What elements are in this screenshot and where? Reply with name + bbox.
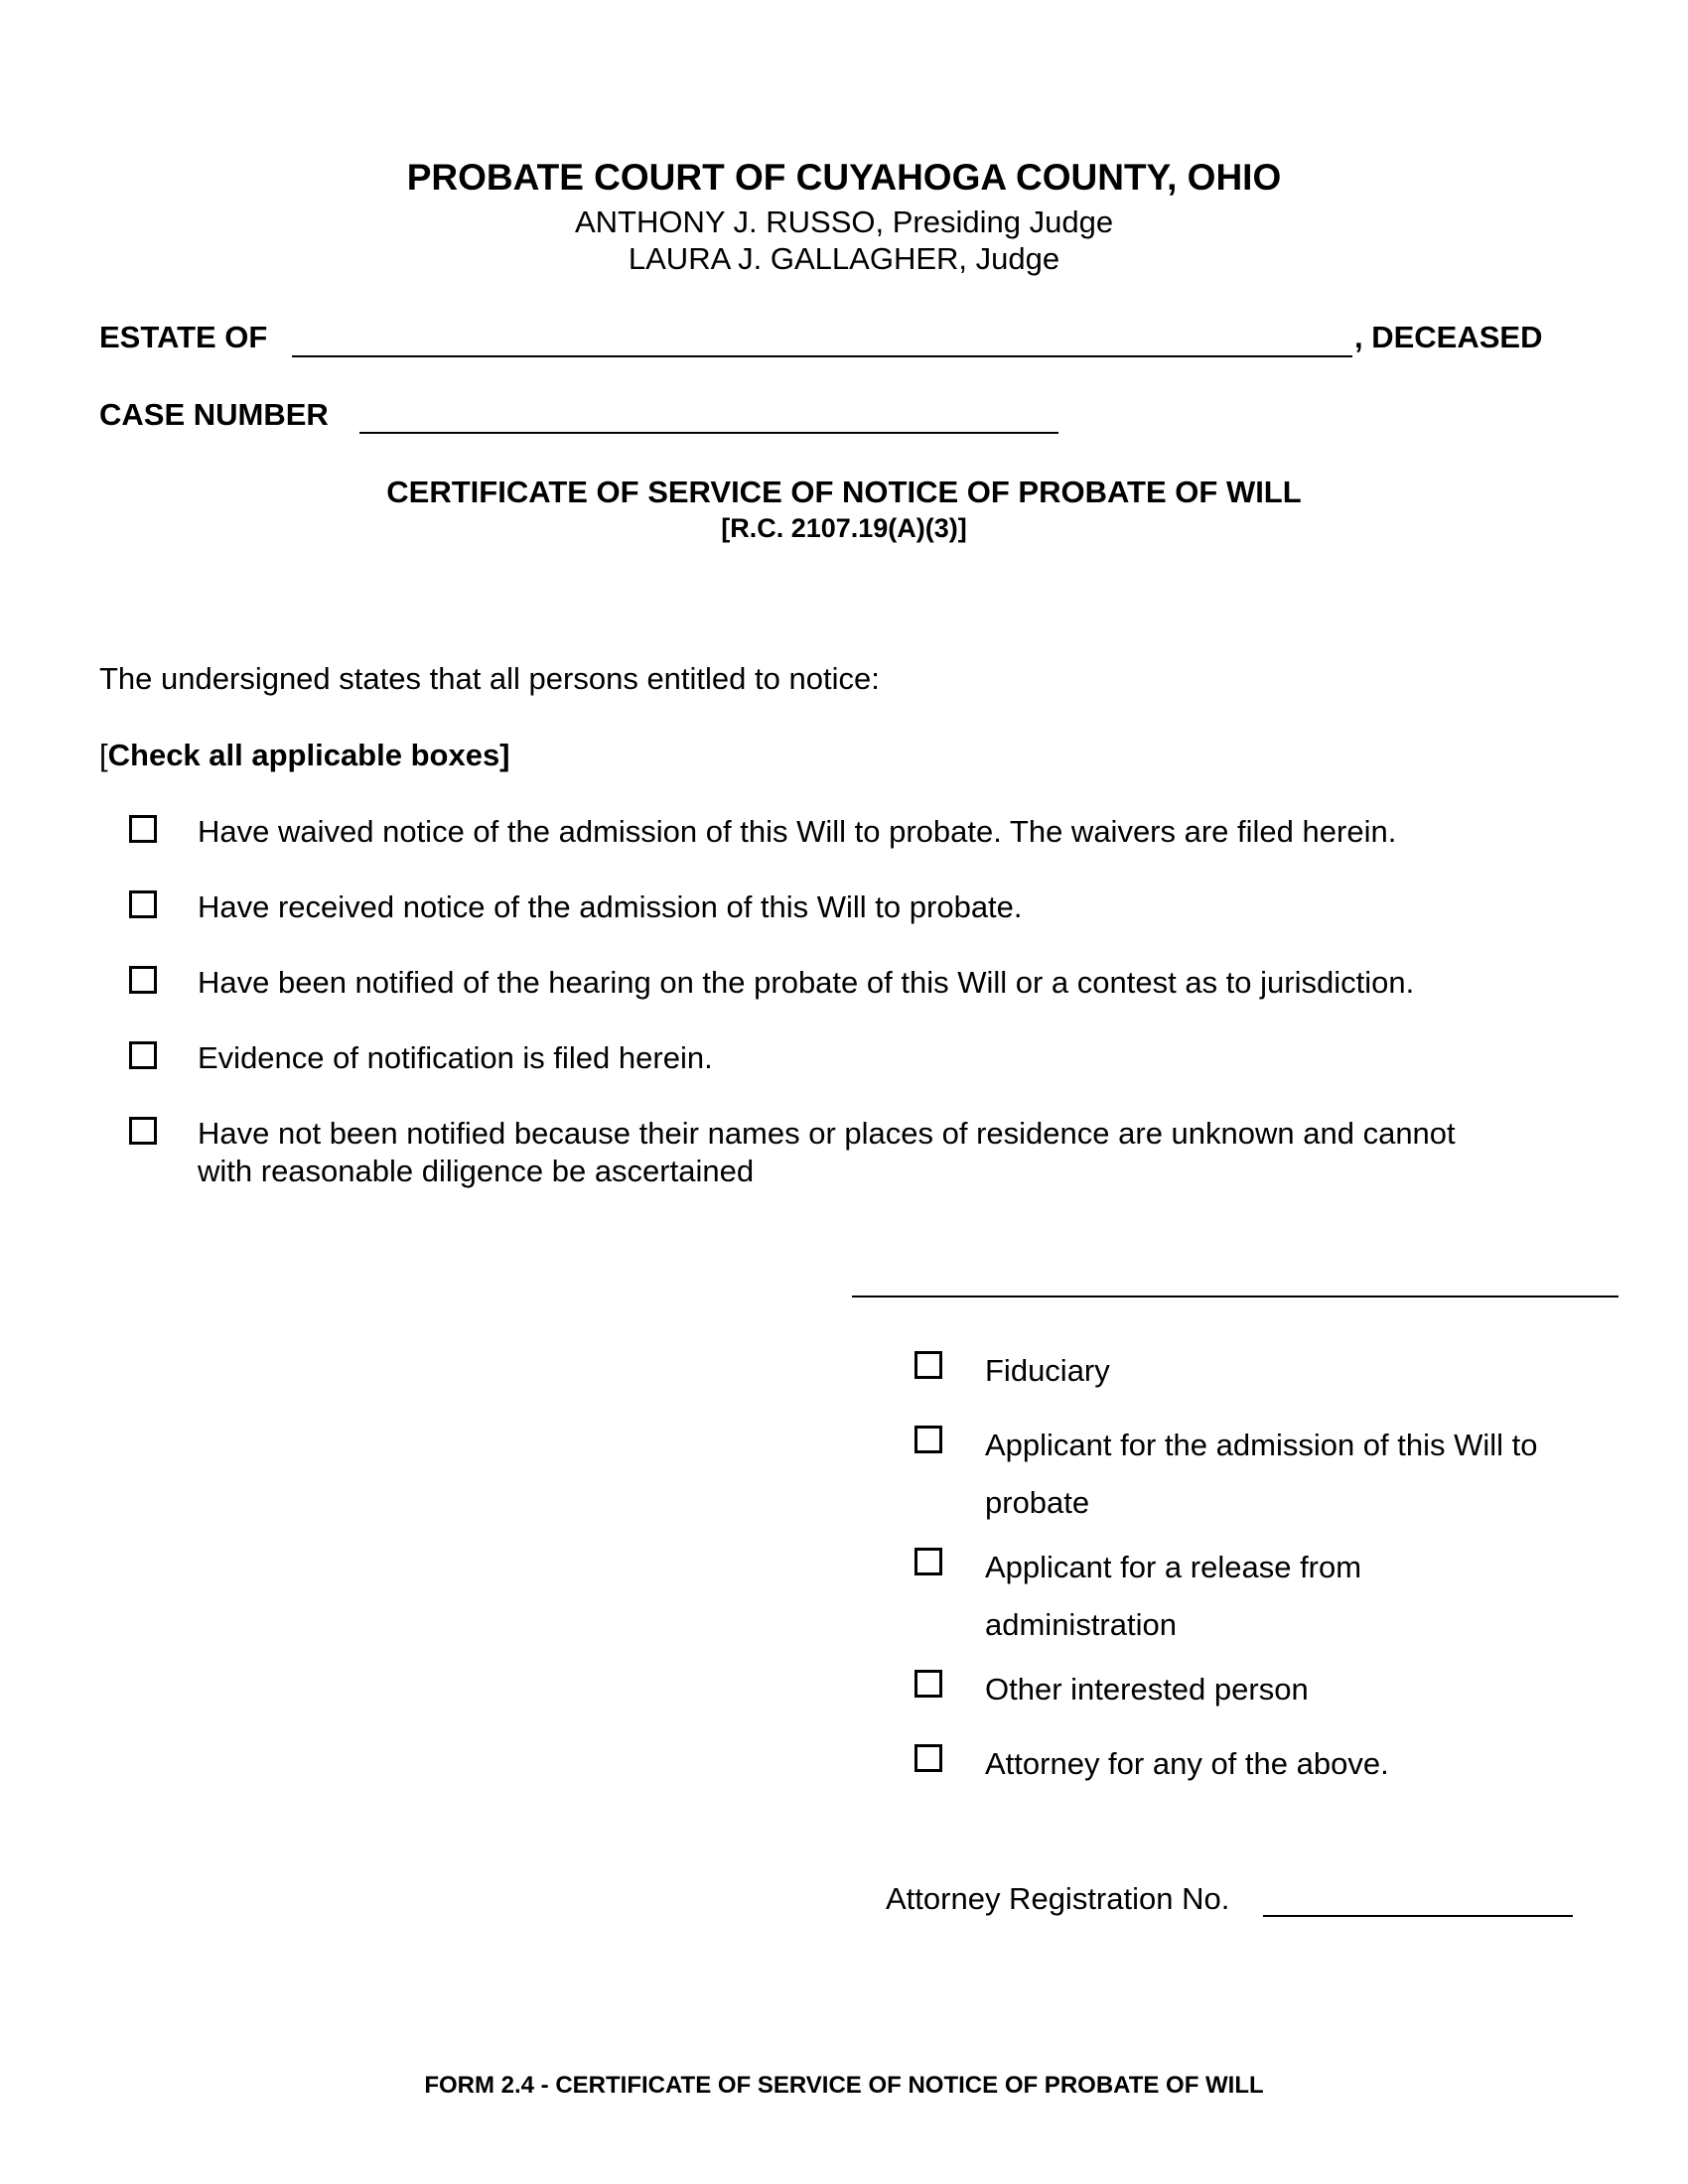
role-label-other-interested: Other interested person (985, 1672, 1309, 1706)
document-title: CERTIFICATE OF SERVICE OF NOTICE OF PROBATE OF WILL (386, 475, 1302, 509)
form-footer: FORM 2.4 - CERTIFICATE OF SERVICE OF NOTICE OF PROBATE OF WILL (424, 2072, 1264, 2099)
notice-option-text: Evidence of notification is filed herein. (198, 1040, 713, 1075)
notice-option-checkbox[interactable] (129, 1117, 157, 1145)
notice-option-checkbox[interactable] (129, 815, 157, 843)
check-instruction (99, 738, 510, 773)
notice-option-text-line2: with reasonable diligence be ascertained (198, 1154, 755, 1188)
notice-option-checkbox[interactable] (129, 966, 157, 994)
role-label-fiduciary: Fiduciary (985, 1353, 1110, 1388)
role-checkbox-other-interested[interactable] (914, 1670, 942, 1698)
notice-option-text: Have received notice of the admission of this Will to probate. (198, 889, 1023, 924)
role-label-applicant-release-line2: administration (985, 1607, 1177, 1642)
notice-option-checkbox[interactable] (129, 1041, 157, 1069)
notice-option-text: Have been notified of the hearing on the probate of this Will or a contest as to jurisdiction. (198, 965, 1415, 1000)
judge: LAURA J. GALLAGHER, Judge (628, 241, 1060, 276)
notice-option-checkbox[interactable] (129, 890, 157, 918)
role-label-attorney: Attorney for any of the above. (985, 1746, 1389, 1781)
instruction-text: Check all applicable boxes] (107, 738, 510, 772)
notice-option-text: Have waived notice of the admission of this Will to probate. The waivers are filed herein. (198, 814, 1397, 849)
role-checkbox-attorney[interactable] (914, 1744, 942, 1772)
estate-field[interactable] (292, 355, 1352, 357)
role-label-applicant-admission-line1: Applicant for the admission of this Will to (985, 1428, 1538, 1462)
estate-label: ESTATE OF (99, 320, 268, 354)
role-checkbox-fiduciary[interactable] (914, 1351, 942, 1379)
statute-reference: [R.C. 2107.19(A)(3)] (721, 513, 967, 543)
case-number-field[interactable] (359, 432, 1058, 434)
attorney-registration-field[interactable] (1263, 1915, 1573, 1917)
notice-option-text-line1: Have not been notified because their names or places of residence are unknown and cannot (198, 1116, 1456, 1151)
court-name: PROBATE COURT OF CUYAHOGA COUNTY, OHIO (406, 157, 1282, 198)
role-checkbox-applicant-release[interactable] (914, 1548, 942, 1575)
role-checkbox-applicant-admission[interactable] (914, 1426, 942, 1453)
case-number-label: CASE NUMBER (99, 397, 329, 432)
instruction-bracket: [ (99, 738, 108, 772)
deceased-label: , DECEASED (1354, 320, 1543, 354)
intro-statement: The undersigned states that all persons entitled to notice: (99, 661, 880, 696)
presiding-judge: ANTHONY J. RUSSO, Presiding Judge (574, 205, 1114, 239)
signature-line[interactable] (852, 1296, 1618, 1297)
attorney-registration-label: Attorney Registration No. (886, 1881, 1230, 1916)
role-label-applicant-admission-line2: probate (985, 1485, 1090, 1520)
role-label-applicant-release-line1: Applicant for a release from (985, 1550, 1362, 1584)
